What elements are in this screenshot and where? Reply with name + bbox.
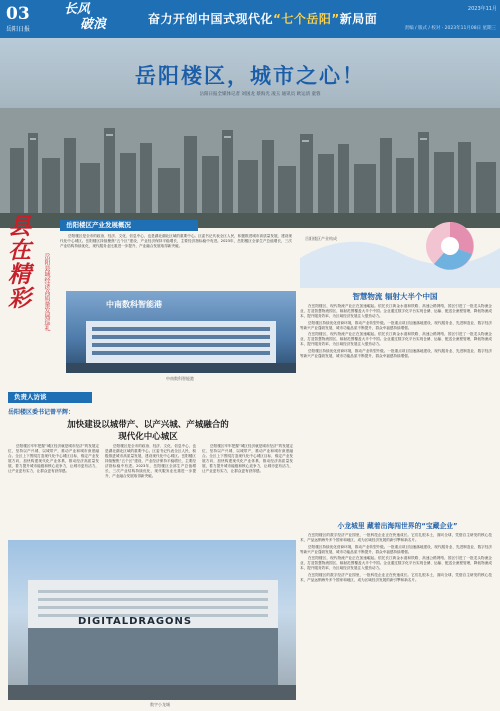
issue-date: 2023年11月	[467, 6, 497, 12]
interview-section-label: 负责人访谈	[8, 392, 92, 403]
interview-paragraph-3: 岳阳楼区牢牢把握“城区经济就是城市经济”的发展定位，坚持以产兴城、以城带产，推动产业和城市深度融合。全区上下围绕打造现代化中心城区目标，锚定产业发展方向，加快构建现代化产业体系，推动经济高质量发展，着力提升城市能级和核心竞争力，让城市更有活力，让产业更有实力，让群众更有获得感。	[202, 444, 293, 473]
interview-paragraph-2: 岳阳楼区是全市的政治、经济、文化、信息中心，也是湖北湖北区域的重要中心。区委书记代表全区人民，积极推进城市高质量发展，建设现代化中心城区。岳阳楼区持续聚焦“五个区”建设，产业经济保持平稳增长，主要经济指标稳中有进。2023年，岳阳楼区全部生产总值增长，三次产业结构持续优化，现代服务业比重进一步提升，产业融合发展取得新突破。	[105, 444, 196, 478]
smart-port-building	[66, 291, 296, 373]
digital-text	[300, 533, 492, 703]
overview-text	[60, 234, 292, 286]
interview-headline-1: 加快建设以城带产、以产兴城、产城融合的	[67, 420, 229, 430]
smart-port-caption: 中南数科智能港	[166, 376, 194, 381]
digital-headline: 小龙城里 藏着出海闯世界的“宝藏企业”	[337, 522, 458, 530]
series-vertical-subtitle: 岳阳县域经济高质量发展巡礼	[43, 253, 50, 331]
industry-chart-graphic	[300, 218, 500, 288]
issue-meta: 责编 / 版式 / 校对 · 2023年11月08日 星期三	[404, 26, 496, 31]
page-number: 03	[6, 4, 30, 24]
paper-name: 岳阳日报	[6, 26, 31, 33]
interview-headline-2: 现代化中心城区	[118, 432, 178, 442]
digital-paragraph-4: 在岳阳楼区的数字经济产业园里，一批科技企业正在快速成长。它们扎根本土，面向全球，凭借自主研发的核心技术，产品远销海外多个国家和地区，成为区域经济发展的新引擎和新名片。	[300, 572, 492, 582]
hero-title: 岳阳楼区，城市之心！	[135, 63, 365, 88]
column-brand-line2: 破浪	[80, 17, 107, 32]
overview-paragraph: 岳阳楼区是全市的政治、经济、文化、信息中心，也是湖北湖北区域的重要中心。区委书记代表全区人民，积极推进城市高质量发展，建设现代化中心城区。岳阳楼区持续聚焦“五个区”建设，产业经济保持平稳增长，主要经济指标稳中有进。2023年，岳阳楼区全部生产总值增长，三次产业结构持续优化，现代服务业比重进一步提升，产业融合发展取得新突破。	[60, 234, 292, 248]
interview-text	[8, 444, 293, 534]
slogan-prefix: 奋力开创中国式现代化	[148, 12, 274, 26]
logistics-headline: 智慧物流 辐射大半个中国	[352, 292, 438, 301]
interview-paragraph-1: 岳阳楼区牢牢把握“城区经济就是城市经济”的发展定位，坚持以产兴城、以城带产，推动产业和城市深度融合。全区上下围绕打造现代化中心城区目标，锚定产业发展方向，加快构建现代化产业体系，推动经济高质量发展，着力提升城市能级和核心竞争力，让城市更有活力，让产业更有实力，让群众更有获得感。	[8, 444, 99, 473]
chart-caption: 岳阳楼区产业构成	[305, 236, 337, 241]
series-big-title: 县在精彩	[8, 213, 31, 312]
series-brand	[8, 215, 56, 415]
digital-paragraph-1: 在岳阳楼区的数字经济产业园里，一批科技企业正在快速成长。它们扎根本土，面向全球，凭借自主研发的核心技术，产品远销海外多个国家和地区，成为区域经济发展的新引擎和新名片。	[300, 533, 492, 542]
smart-port-sign: 中南数科智能港	[106, 300, 162, 309]
logistics-paragraph-3: 在岳阳楼区，现代物流产业正在加速崛起。依托长江黄金水道和铁路、高速公路网络，园区引进了一批龙头物流企业，打造智慧物流园区，辐射范围覆盖大半个中国。企业通过数字化平台实现仓储、运输、配送全流程管理，降低物流成本，提升服务效率，为区域经济发展注入强劲动力。	[300, 332, 492, 346]
logistics-paragraph-4: 岳阳楼区持续优化营商环境，推动产业转型升级。一批重点项目加速落地建设，现代服务业、先进制造业、数字经济等新兴产业蓬勃发展，城市功能品质不断提升，群众幸福感持续增强。	[300, 348, 492, 358]
logistics-paragraph-1: 在岳阳楼区，现代物流产业正在加速崛起。依托长江黄金水道和铁路、高速公路网络，园区引进了一批龙头物流企业，打造智慧物流园区，辐射范围覆盖大半个中国。企业通过数字化平台实现仓储、运输、配送全流程管理，降低物流成本，提升服务效率，为区域经济发展注入强劲动力。	[300, 304, 492, 318]
city-skyline-image	[0, 108, 500, 228]
header-slogan	[148, 10, 377, 27]
overview-section-label: 岳阳楼区产业发展概况	[60, 220, 198, 231]
digital-dragons-caption: 数字小龙城	[150, 702, 170, 707]
logistics-paragraph-2: 岳阳楼区持续优化营商环境，推动产业转型升级。一批重点项目加速落地建设，现代服务业、先进制造业、数字经济等新兴产业蓬勃发展，城市功能品质不断提升，群众幸福感持续增强。	[300, 320, 492, 330]
page-header	[0, 0, 500, 38]
slogan-suffix: 新局面	[339, 12, 378, 26]
digital-dragons-sign: DIGITALDRAGONS	[78, 616, 193, 627]
smart-port-photo	[66, 291, 296, 373]
logistics-text	[300, 304, 492, 514]
interview-lead: 岳阳楼区委书记曾平辉：	[8, 409, 75, 416]
hero-credit: 岳阳日报全媒体记者 刘国龙 蔡海光 凌玉 通讯员 欧运清 童蓉	[199, 92, 321, 97]
digital-dragons-photo	[8, 540, 296, 700]
digital-paragraph-3: 在岳阳楼区，现代物流产业正在加速崛起。依托长江黄金水道和铁路、高速公路网络，园区引进了一批龙头物流企业，打造智慧物流园区，辐射范围覆盖大半个中国。企业通过数字化平台实现仓储、运输、配送全流程管理，降低物流成本，提升服务效率，为区域经济发展注入强劲动力。	[300, 556, 492, 570]
column-brand	[64, 2, 132, 36]
digital-paragraph-2: 岳阳楼区持续优化营商环境，推动产业转型升级。一批重点项目加速落地建设，现代服务业、先进制造业、数字经济等新兴产业蓬勃发展，城市功能品质不断提升，群众幸福感持续增强。	[300, 544, 492, 554]
slogan-quote: “七个岳阳”	[273, 12, 340, 26]
column-brand-line1: 长风	[64, 2, 91, 17]
hero-banner	[0, 38, 500, 228]
